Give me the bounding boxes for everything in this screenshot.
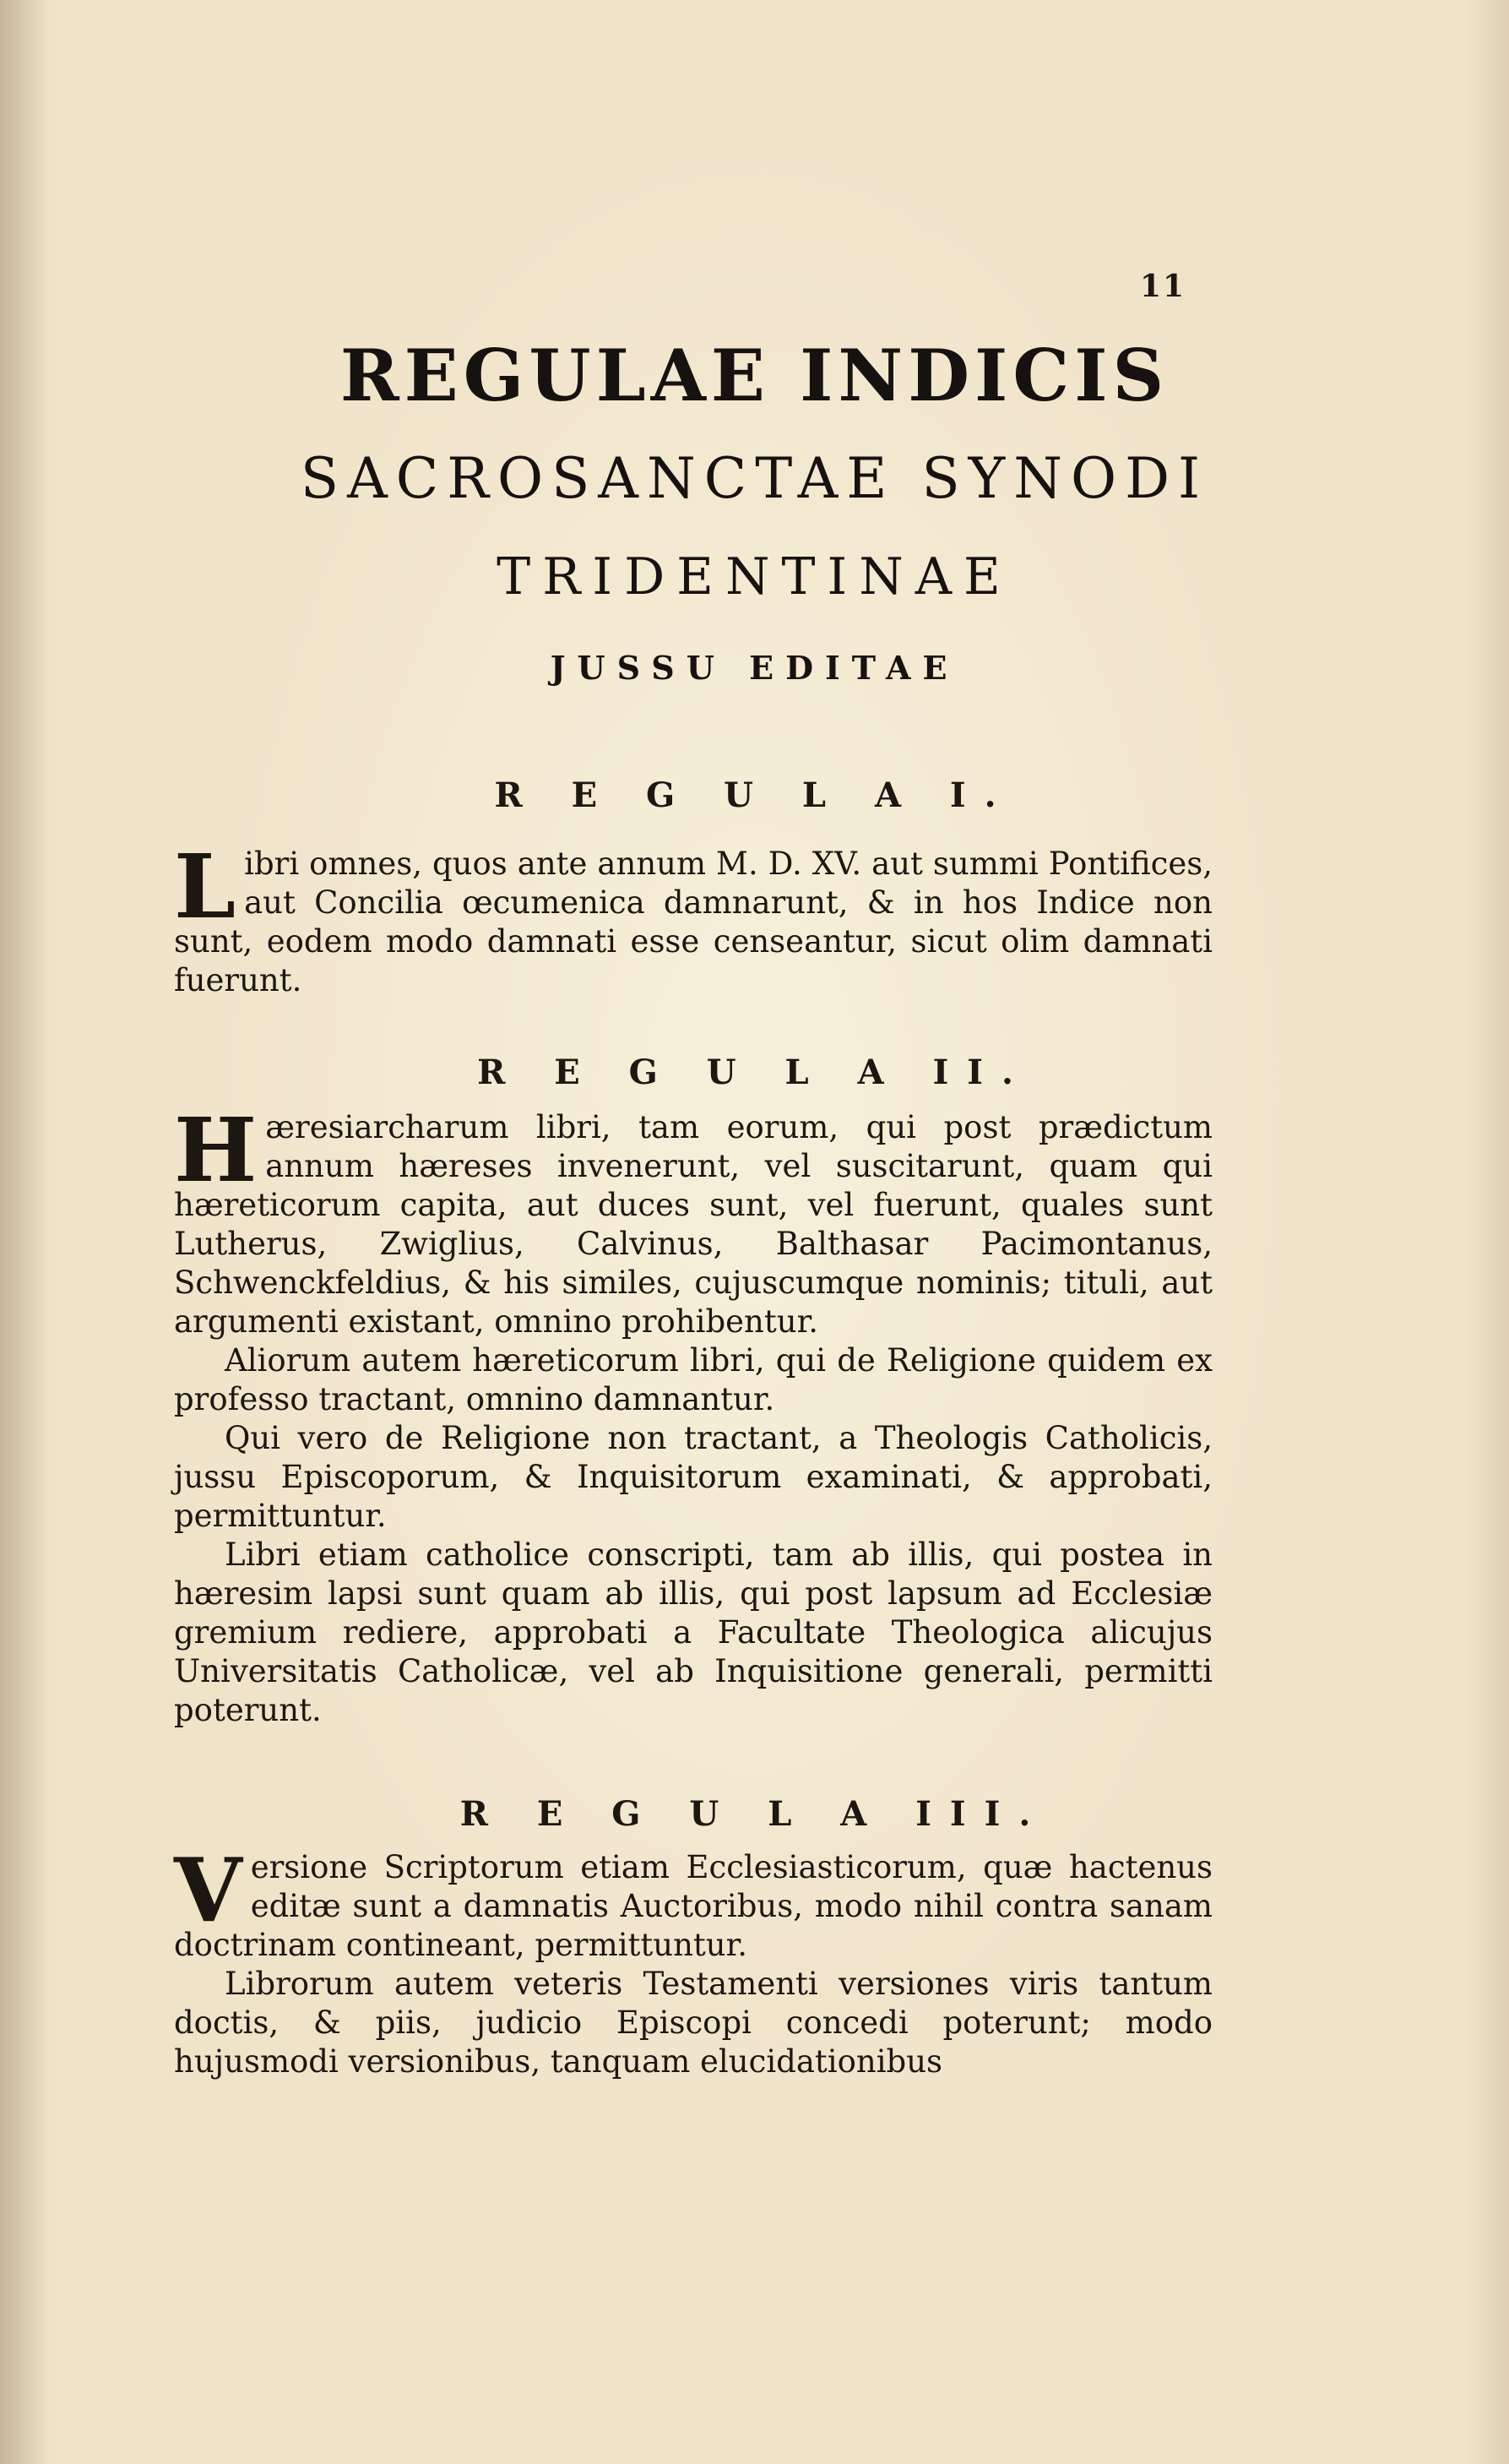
rule-2-text — [174, 1098, 1213, 1730]
title-line-2: SACROSANCTAE SYNODI — [300, 446, 1209, 511]
page-number: 11 — [1140, 269, 1186, 304]
rule-3-paragraph-1-text: ersione Scriptorum etiam Ecclesiasticorum, quæ hactenus editæ sunt a damnatis Auctoribus, modo nihil contra sanam doctrinam contineant, permittuntur. — [174, 1849, 1213, 1963]
rule-3-paragraph-1 — [174, 1838, 1213, 1965]
rule-2-paragraph-1 — [174, 1098, 1213, 1341]
rule-2-paragraph-4: Libri etiam catholice conscripti, tam ab illis, qui postea in hæresim lapsi sunt quam ab illis, qui post lapsum ad Ecclesiæ gremium rediere, approbati a Facultate Theologica alicujus Universitatis Catholicæ, vel ab Inquisitione generali, permitti poterunt. — [174, 1537, 1213, 1728]
rule-1-paragraph-1 — [174, 835, 1213, 1000]
rule-1-text — [174, 835, 1213, 1000]
title-line-3: TRIDENTINAE — [497, 547, 1012, 606]
rule-3-heading: R E G U L A III. — [459, 1794, 1050, 1834]
rule-1-dropcap: L — [174, 835, 236, 938]
rule-2-paragraph-3: Qui vero de Religione non tractant, a Theologis Catholicis, jussu Episcoporum, & Inquisitorum examinati, & approbati, permittuntur. — [174, 1420, 1213, 1534]
rule-3-paragraph-2: Librorum autem veteris Testamenti versiones viris tantum doctis, & piis, judicio Episcopi concedi poterunt; modo hujusmodi versionibus, tanquam elucidationibus — [174, 1966, 1213, 2080]
rule-3-dropcap: V — [174, 1838, 242, 1942]
rule-2-paragraph-2: Aliorum autem hæreticorum libri, qui de Religione quidem ex professo tractant, omnino damnantur. — [174, 1342, 1213, 1417]
rule-2-heading: R E G U L A II. — [477, 1053, 1032, 1092]
rule-1-heading: R E G U L A I. — [494, 775, 1015, 815]
title-line-1: REGULAE INDICIS — [339, 334, 1170, 417]
title-line-4: JUSSU EDITAE — [550, 649, 959, 687]
rule-1-paragraph-1-text: ibri omnes, quos ante annum M. D. XV. aut summi Pontifices, aut Concilia œcumenica damnarunt, & in hos Indice non sunt, eodem modo damnati esse censeantur, sicut olim damnati fuerunt. — [174, 846, 1213, 998]
rule-3-text — [174, 1838, 1213, 2081]
rule-2-paragraph-1-text: æresiarcharum libri, tam eorum, qui post prædictum annum hæreses invenerunt, vel suscitarunt, quam qui hæreticorum capita, aut duces sunt, vel fuerunt, quales sunt Lutherus, Zwiglius, Calvinus, Balthasar Pacimontanus, Schwenckfeldius, & his similes, cujuscumque nominis; tituli, aut argumenti existant, omnino prohibentur. — [174, 1109, 1213, 1340]
rule-2-dropcap: H — [174, 1098, 258, 1202]
